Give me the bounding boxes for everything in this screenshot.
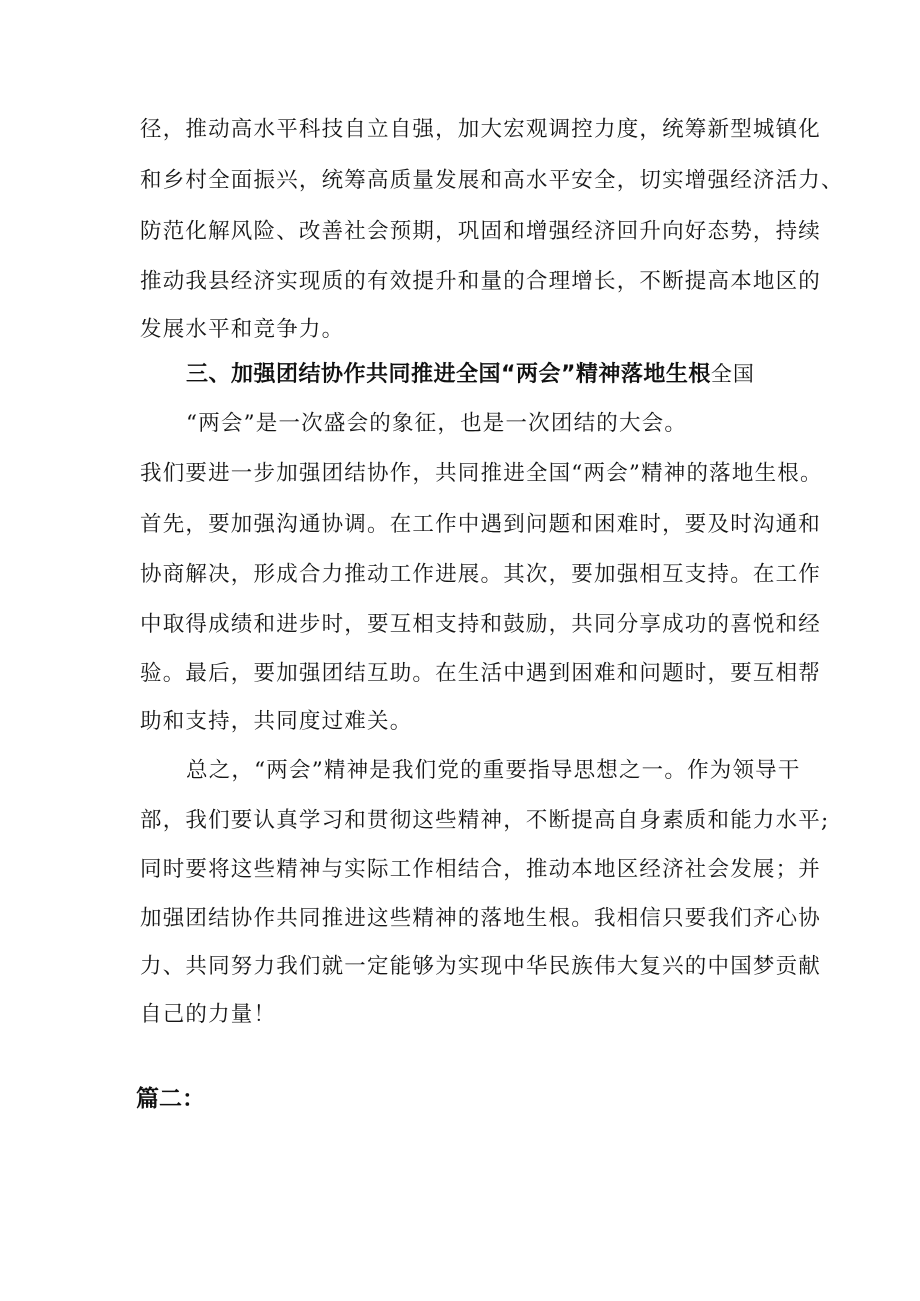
paragraph-line: 径，推动高水平科技自立自强，加大宏观调控力度，统筹新型城镇化: [140, 117, 822, 142]
part-title: 篇二：: [136, 1086, 205, 1112]
paragraph-line: 中取得成绩和进步时，要互相支持和鼓励，共同分享成功的喜悦和经: [140, 612, 822, 637]
paragraph-line: 我们要进一步加强团结协作，共同推进全国“两会”精神的落地生根。: [140, 461, 823, 486]
paragraph-line: 协商解决，形成合力推动工作进展。其次，要加强相互支持。在工作: [140, 562, 822, 587]
paragraph-line: 部，我们要认真学习和贯彻这些精神，不断提高自身素质和能力水平;: [140, 808, 830, 833]
section-heading: [186, 360, 755, 389]
section-heading-tail: 全国: [710, 362, 755, 386]
paragraph-line: 助和支持，共同度过难关。: [140, 709, 413, 734]
paragraph-line: 和乡村全面振兴，统筹高质量发展和高水平安全，切实增强经济活力、: [140, 168, 844, 193]
paragraph-line: 自己的力量！: [140, 1002, 277, 1027]
paragraph-line: “两会”是一次盛会的象征，也是一次团结的大会。: [186, 411, 688, 436]
section-heading-bold: 三、加强团结协作共同推进全国“两会”精神落地生根: [186, 362, 711, 387]
paragraph-line: 同时要将这些精神与实际工作相结合，推动本地区经济社会发展；并: [140, 857, 822, 882]
paragraph-line: 总之，“两会”精神是我们党的重要指导思想之一。作为领导干: [186, 758, 801, 783]
paragraph-line: 验。最后，要加强团结互助。在生活中遇到困难和问题时，要互相帮: [140, 661, 822, 686]
paragraph-line: 推动我县经济实现质的有效提升和量的合理增长，不断提高本地区的: [140, 269, 822, 294]
paragraph-line: 发展水平和竞争力。: [140, 317, 345, 342]
paragraph-line: 加强团结协作共同推进这些精神的落地生根。我相信只要我们齐心协: [140, 906, 822, 931]
paragraph-line: 首先，要加强沟通协调。在工作中遇到问题和困难时，要及时沟通和: [140, 512, 822, 537]
paragraph-line: 力、共同努力我们就一定能够为实现中华民族伟大复兴的中国梦贡献: [140, 954, 822, 979]
paragraph-line: 防范化解风险、改善社会预期，巩固和增强经济回升向好态势，持续: [140, 219, 822, 244]
